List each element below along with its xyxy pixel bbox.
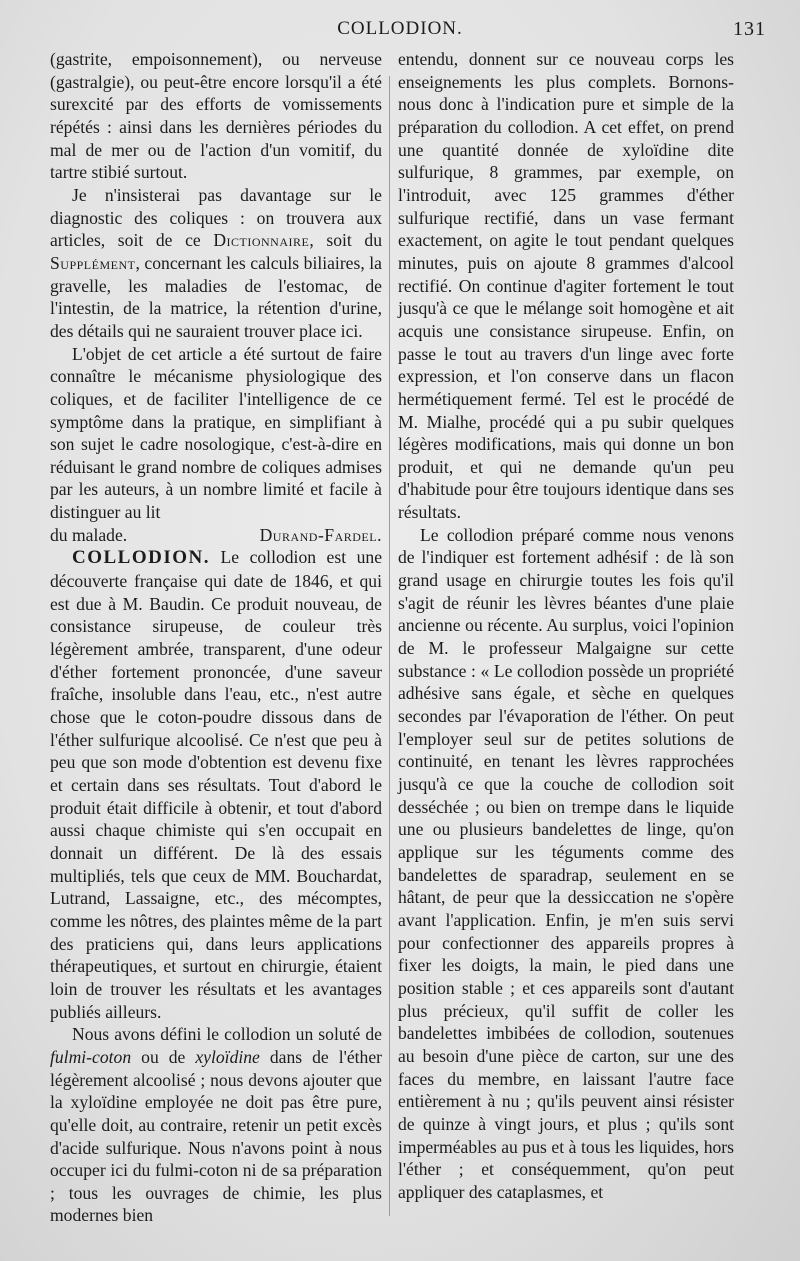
text-span: dans de l'éther légèrement alcoolisé ; nous devons ajouter que la xyloïdine employée ne doit pas être pure, qu'elle doit, au contraire, retenir un petit excès d'acide sulfurique. Nous n'avons point à nous occuper ici du fulmi-coton ni de sa préparation ; tous les ouvrages de chimie, les plus modernes bien (50, 1046, 382, 1226)
paragraph-collodion-entry (50, 546, 382, 1023)
paragraph-usage: Le collodion préparé comme nous venons de l'indiquer est fortement adhésif : de là son grand usage en chirurgie toutes les fois qu'il s'agit de réunir les lèvres béantes d'une plaie ancienne ou récente. Au surplus, voici l'opinion de M. le professeur Malgaigne sur cette substance : « Le collodion possède un propriété adhésive sans égale, et sèche en quelques secondes par l'évaporation de l'éther. On peut l'employer seul sur de petites solutions de continuité, en tenant les lèvres rapprochées jusqu'à ce que la couche de collodion soit desséchée ; ou bien on trempe dans le liquide une ou plusieurs bandelettes de linge, qu'on applique sur les téguments comme des bandelettes de sparadrap, seulement en se hâtant, de peur que la dessiccation ne s'opère avant l'application. Enfin, je m'en suis servi pour confectionner des appareils propres à fixer les doigts, la main, le pied dans une position stable ; et ces appareils sont d'autant plus précieux, qu'il suffit de coller les bandelettes imbibées de collodion, soutenues au besoin d'une pièce de carton, sur une des faces du membre, en laissant l'autre face entièrement à nu ; qu'ils peuvent ainsi résister de quinze à vingt jours, et plus ; qu'ils sont imperméables au pus et à tous les liquides, hors l'éther ; et conséquemment, qu'on peut appliquer des cataplasmes, et (398, 524, 734, 1202)
left-column (50, 48, 382, 1227)
paragraph-definition (50, 1023, 382, 1227)
paragraph-objet: L'objet de cet article a été surtout de faire connaître le mécanisme physiologique des coliques, et de faciliter l'intelligence de ce symptôme dans la pratique, en simplifiant à son sujet le cadre nosologique, c'est-à-dire en réduisant le grand nombre de coliques admises par les auteurs, à un nombre limité et facile à distinguer au lit (50, 343, 382, 523)
text-span: , concernant les calculs biliaires, la gravelle, les maladies de l'estomac, de l'intestin, de la matrice, la rétention d'urine, des détails qui ne sauraient trouver place ici. (50, 252, 382, 341)
right-column (398, 48, 734, 1203)
text-span: ou de (131, 1046, 196, 1067)
running-head (0, 18, 800, 48)
running-title: COLLODION. (337, 18, 463, 39)
paragraph-gastrite: (gastrite, empoisonnement), ou nerveuse (gastralgie), ou peut-être encore lorsqu'il a été surexcité par des efforts de vomissements répétés : ainsi dans les dernières périodes du mal de mer ou de l'action d'un vomitif, du tartre stibié surtout. (50, 49, 382, 183)
text-span: Nous avons défini le collodion un soluté de (72, 1024, 382, 1045)
text-span: Je n'insisterai pas davantage sur le diagnostic des coliques : on trouvera aux articles, soit de ce (50, 184, 382, 251)
dictionnaire-ref: Dictionnaire (213, 230, 310, 251)
paragraph-preparation: entendu, donnent sur ce nouveau corps les enseignements les plus complets. Bornons-nous donc à l'indication pure et simple de la préparation du collodion. A cet effet, on prend une quantité donnée de xyloïdine dite sulfurique, 8 grammes, par exemple, on l'introduit, avec 125 grammes d'éther sulfurique rectifié, dans un vase fermant exactement, on agite le tout pendant quelques minutes, puis on ajoute 8 grammes d'alcool rectifié. On continue d'agiter fortement le tout jusqu'à ce que le mélange soit homogène et ait acquis une consistance sirupeuse. Enfin, on passe le tout au travers d'un linge avec forte expression, et l'on conserve dans un flacon hermétiquement fermé. Tel est le procédé de M. Mialhe, procédé qui a pu subir quelques légères modifications, mais qui donne un bon produit, et qui ne demande qu'un peu d'habitude pour être toujours identique dans ses résultats. (398, 49, 734, 523)
column-divider (389, 76, 390, 1216)
term-fulmi-coton: fulmi-coton (50, 1046, 132, 1067)
text-span: Le collodion est une découverte française qui date de 1846, et qui est due à M. Baudin. Ce produit nouveau, de consistance sirupeuse, de couleur très légèrement ambrée, transparent, d'une odeur d'éther fortement prononcée, d'une saveur fraîche, insoluble dans l'eau, etc., n'est autre chose que le coton-poudre dissous dans de l'éther sulfurique alcoolisé. Ce n'est que peu à peu que son mode d'obtention est devenu fixe et certain dans ses résultats. Tout d'abord le produit était difficile à obtenir, et tout d'abord aussi chaque chimiste qui s'en occupait en donnait un différent. De là des essais multipliés, tels que ceux de MM. Bouchardat, Lutrand, Lassaigne, etc., des mécomptes, comme les nôtres, des plaintes même de la part des praticiens qui, dans leurs applications thérapeutiques, et surtout en chirurgie, étaient loin de trouver les résultats et les avantages publiés ailleurs. (50, 547, 382, 1022)
entry-heading: COLLODION. (72, 547, 210, 569)
author-signature: Durand-Fardel. (259, 524, 382, 545)
text-span: , soit du (309, 230, 382, 251)
paragraph-diagnostic (50, 184, 382, 343)
supplement-ref: Supplément (50, 252, 136, 273)
term-xyloidine: xyloïdine (195, 1046, 260, 1067)
author-line (50, 524, 382, 547)
paragraph-objet-end: du malade. (50, 524, 128, 545)
page-number: 131 (733, 18, 766, 40)
